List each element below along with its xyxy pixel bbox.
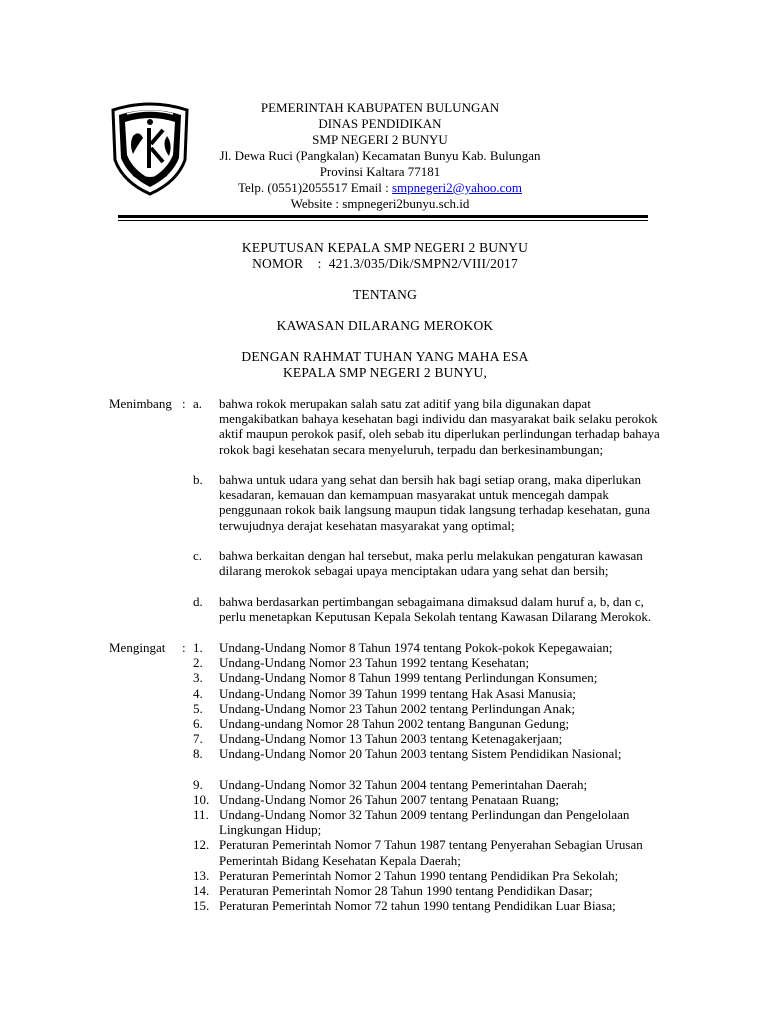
item-text: Undang-Undang Nomor 23 Tahun 2002 tentang Perlindungan Anak; [219, 700, 575, 716]
item-text: Peraturan Pemerintah Nomor 72 tahun 1990 tentang Pendidikan Luar Biasa; [219, 898, 616, 914]
mengingat-10 [109, 792, 669, 807]
regency-crest-icon [107, 100, 193, 196]
item-text: Peraturan Pemerintah Nomor 7 Tahun 1987 tentang Penyerahan Sebagian Urusan Pemerintah Bidang Kesehatan Kepala Daerah; [219, 837, 643, 868]
item-mark: c. [193, 548, 203, 563]
item-mark: 5. [193, 700, 203, 716]
item-mark: 1. [193, 640, 203, 655]
item-text: bahwa rokok merupakan salah satu zat aditif yang bila digunakan dapat mengakibatkan bahaya kesehatan bagi individu dan masyarakat baik selaku perokok aktif maupun perokok pasif, oleh sebab itu diperlukan perlindungan terhadap bahaya rokok bagi kesehatan secara menyeluruh, terpadu dan berkesinambungan; [219, 396, 660, 457]
mengingat-8 [109, 746, 669, 776]
letterhead [205, 100, 555, 212]
item-mark: 14. [193, 883, 210, 899]
item-mark: 2. [193, 655, 203, 671]
item-mark: b. [193, 472, 203, 487]
website-line: Website : smpnegeri2bunyu.sch.id [290, 196, 470, 211]
item-text: Undang-Undang Nomor 26 Tahun 2007 tentang Penataan Ruang; [219, 791, 560, 807]
mengingat-7 [109, 731, 669, 746]
mengingat-9 [109, 777, 669, 792]
decision-subject: KAWASAN DILARANG MEROKOK [276, 318, 494, 333]
contact-line [205, 180, 555, 196]
item-text: Undang-Undang Nomor 8 Tahun 1974 tentang Pokok-pokok Kepegawaian; [219, 640, 613, 655]
mengingat-3 [109, 670, 669, 685]
item-mark: 9. [193, 776, 203, 792]
school-name: SMP NEGERI 2 BUNYU [312, 132, 448, 147]
item-text: Undang-Undang Nomor 13 Tahun 2003 tentang Ketenagakerjaan; [219, 731, 563, 747]
menimbang-c [109, 548, 669, 594]
item-text: Undang-Undang Nomor 32 Tahun 2004 tentang Pemerintahan Daerah; [219, 776, 588, 792]
issuer-line: KEPALA SMP NEGERI 2 BUNYU, [282, 365, 488, 380]
mengingat-4 [109, 686, 669, 701]
item-mark: 3. [193, 670, 203, 686]
telephone-label: Telp. (0551)2055517 Email : [237, 180, 392, 195]
item-mark: 4. [193, 685, 203, 701]
blessing-line: DENGAN RAHMAT TUHAN YANG MAHA ESA [241, 349, 529, 364]
letterhead-divider [118, 215, 648, 218]
mengingat-11 [109, 807, 669, 837]
item-mark: 10. [193, 791, 210, 807]
item-mark: 11. [193, 807, 209, 823]
item-text: Undang-Undang Nomor 32 Tahun 2009 tentang Perlindungan dan Pengelolaan Lingkungan Hidup; [219, 807, 630, 838]
item-text: Peraturan Pemerintah Nomor 2 Tahun 1990 tentang Pendidikan Pra Sekolah; [219, 867, 619, 883]
item-text: Peraturan Pemerintah Nomor 28 Tahun 1990 tentang Pendidikan Dasar; [219, 883, 593, 899]
decision-heading: KEPUTUSAN KEPALA SMP NEGERI 2 BUNYU [241, 240, 529, 255]
item-mark: 12. [193, 837, 210, 853]
item-text: bahwa berkaitan dengan hal tersebut, maka perlu melakukan pengaturan kawasan dilarang merokok sebagai upaya menciptakan udara yang sehat dan bersih; [219, 548, 643, 579]
mengingat-colon: : [182, 640, 186, 655]
decision-body [109, 396, 669, 913]
item-text: Undang-Undang Nomor 39 Tahun 1999 tentang Hak Asasi Manusia; [219, 685, 577, 701]
mengingat-5 [109, 701, 669, 716]
item-mark: 13. [193, 867, 210, 883]
mengingat-6 [109, 716, 669, 731]
letterhead-divider-thin [118, 220, 648, 221]
school-province: Provinsi Kaltara 77181 [319, 164, 441, 179]
item-text: bahwa berdasarkan pertimbangan sebagaimana dimaksud dalam huruf a, b, dan c, perlu menetapkan Keputusan Kepala Sekolah tentang Kawasan Dilarang Merokok. [219, 594, 652, 625]
item-text: Undang-Undang Nomor 20 Tahun 2003 tentang Sistem Pendidikan Nasional; [219, 746, 622, 762]
item-mark: d. [193, 594, 203, 609]
mengingat-2 [109, 655, 669, 670]
mengingat-15 [109, 898, 669, 913]
menimbang-colon: : [182, 396, 186, 411]
mengingat-12 [109, 837, 669, 867]
menimbang-d [109, 594, 669, 640]
mengingat-label: Mengingat [109, 640, 166, 655]
department-name: DINAS PENDIDIKAN [318, 116, 442, 131]
item-text: Undang-Undang Nomor 23 Tahun 1992 tentang Kesehatan; [219, 655, 530, 671]
mengingat-1 [109, 640, 669, 655]
menimbang-label: Menimbang [109, 396, 172, 411]
menimbang-b [109, 472, 669, 548]
decision-number: NOMOR : 421.3/035/Dik/SMPN2/VIII/2017 [252, 256, 518, 271]
item-text: Undang-Undang Nomor 8 Tahun 1999 tentang Perlindungan Konsumen; [219, 670, 598, 686]
item-mark: 7. [193, 731, 203, 747]
mengingat-13 [109, 868, 669, 883]
item-text: bahwa untuk udara yang sehat dan bersih hak bagi setiap orang, maka diperlukan kesadaran, kemauan dan kemampuan masyarakat untuk mencegah dampak penggunaan rokok baik langsung maupun tidak langsung terhadap kesehatan, guna terwujudnya derajat kesehatan masyarakat yang optimal; [219, 472, 651, 533]
item-mark: 15. [193, 898, 210, 914]
agency-name: PEMERINTAH KABUPATEN BULUNGAN [260, 100, 500, 115]
email-link[interactable]: smpnegeri2@yahoo.com [391, 180, 522, 195]
item-mark: a. [193, 396, 203, 411]
item-mark: 8. [193, 746, 203, 762]
item-text: Undang-undang Nomor 28 Tahun 2002 tentang Bangunan Gedung; [219, 715, 570, 731]
item-mark: 6. [193, 715, 203, 731]
mengingat-14 [109, 883, 669, 898]
menimbang-a [109, 396, 669, 472]
about-label: TENTANG [352, 287, 418, 302]
school-address: Jl. Dewa Ruci (Pangkalan) Kecamatan Bunyu Kab. Bulungan [219, 148, 541, 163]
